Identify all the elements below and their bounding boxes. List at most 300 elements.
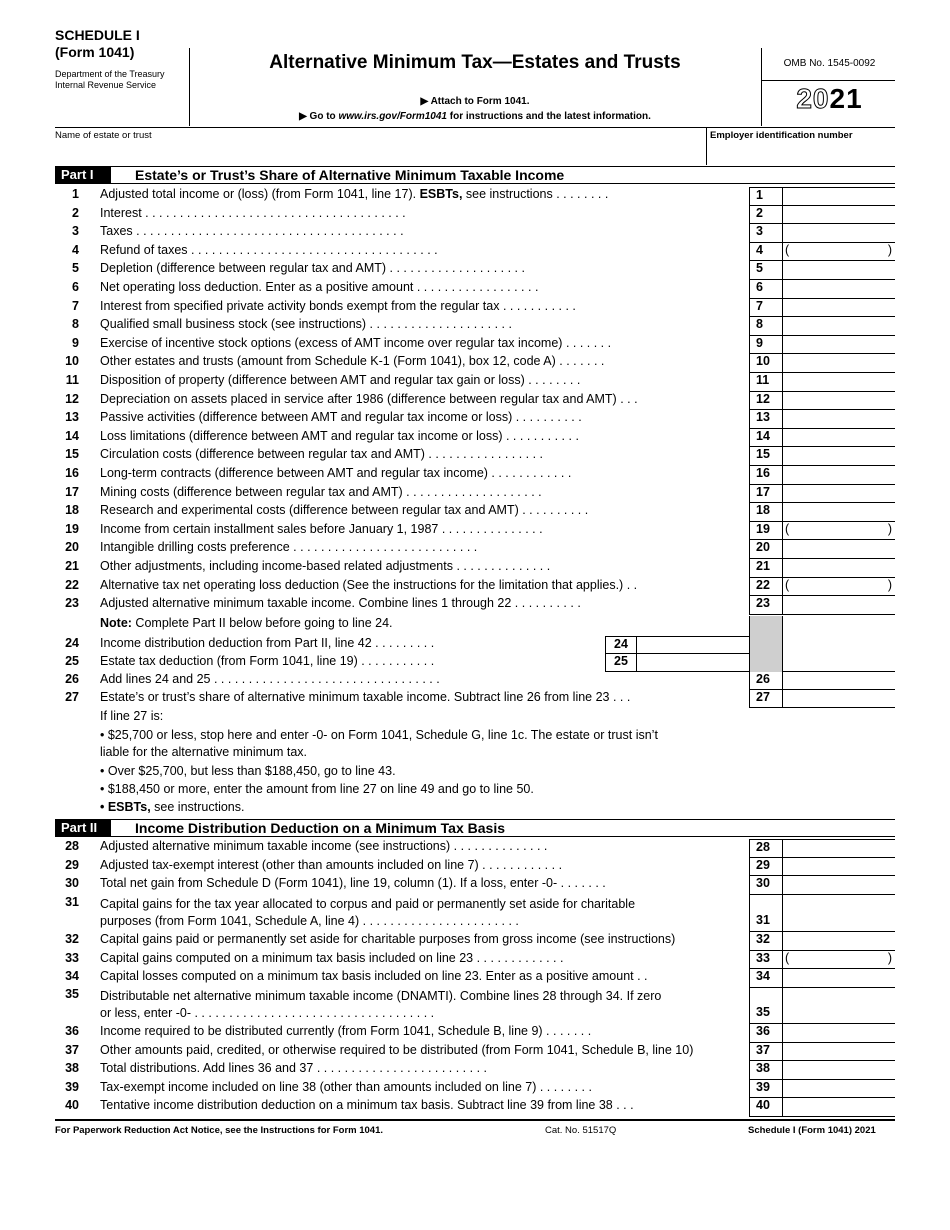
- form-number: (Form 1041): [55, 44, 135, 60]
- leader-dots: . . . . . . . . . . . .: [487, 466, 572, 480]
- line-box: 30: [749, 876, 783, 895]
- form-title: Alternative Minimum Tax—Estates and Trusts: [269, 52, 681, 73]
- line-6: [55, 280, 895, 299]
- line-text: Other adjustments, including income-based related adjustments: [100, 559, 453, 573]
- bullet-2: • Over $25,700, but less than $188,450, go to line 43.: [100, 764, 396, 778]
- line-text: Alternative tax net operating loss deduction (See the instructions for the limitation that applies.): [100, 577, 624, 592]
- leader-dots: . . . . . . . . . . . . .: [473, 950, 564, 965]
- line-text: Tentative income distribution deduction on a minimum tax basis. Subtract line 39 from line 38: [100, 1098, 613, 1113]
- leader-dots: . . .: [616, 391, 638, 406]
- line-desc: [100, 951, 755, 965]
- paren-close: ): [887, 577, 892, 592]
- line-box: 4: [749, 243, 783, 262]
- part2-header: [55, 819, 895, 837]
- leader-dots: . . . . . . .: [562, 335, 612, 350]
- line-20-amount[interactable]: [783, 540, 895, 559]
- line-19: [55, 522, 895, 541]
- line-desc: [100, 485, 755, 499]
- line-desc: [100, 503, 755, 517]
- tax-year: [762, 83, 897, 115]
- if-line-27: If line 27 is:: [100, 709, 164, 723]
- line-number: 22: [65, 577, 79, 592]
- line-number: 24: [65, 636, 79, 650]
- line-box: 20: [749, 540, 783, 559]
- part2-title: Income Distribution Deduction on a Minimum Tax Basis: [135, 820, 506, 836]
- line-box: 5: [749, 261, 783, 280]
- line-38-amount[interactable]: [783, 1061, 895, 1080]
- line-text: Adjusted alternative minimum taxable income (see instructions): [100, 839, 451, 853]
- line-desc: [100, 596, 755, 610]
- line-text: Exercise of incentive stock options (excess of AMT income over regular tax income): [100, 335, 563, 350]
- line-box: 23: [749, 596, 783, 615]
- line-18-amount[interactable]: [783, 503, 895, 522]
- line-text: Total net gain from Schedule D (Form 1041), line 19, column (1). If a loss, enter -0-: [100, 876, 558, 891]
- line-text-2: or less, enter -0-: [100, 1005, 192, 1020]
- line-14: [55, 429, 895, 448]
- line-text: Mining costs (difference between regular tax and AMT): [100, 484, 403, 499]
- line-27-amount[interactable]: [783, 690, 895, 708]
- line-1-amount[interactable]: [783, 187, 895, 206]
- line-box: 31: [749, 895, 783, 932]
- line-box: 38: [749, 1061, 783, 1080]
- line-12: [55, 392, 895, 411]
- leader-dots: . . . . . . . . . . . . . . . . . . . . . . . . . . . . . . . . . . .: [191, 1005, 435, 1020]
- schedule-name: SCHEDULE I: [55, 27, 140, 43]
- line-desc: [100, 654, 600, 668]
- line-number: 4: [72, 242, 79, 257]
- leader-dots: . . . . . . . . . . .: [499, 298, 576, 313]
- line-box: 9: [749, 336, 783, 355]
- line-number: 33: [65, 950, 79, 965]
- line-6-amount[interactable]: [783, 280, 895, 299]
- line-15: [55, 447, 895, 466]
- line-39: [55, 1080, 895, 1099]
- line-number: 32: [65, 932, 79, 946]
- line-number: 40: [65, 1098, 79, 1113]
- line-box: 29: [749, 858, 783, 877]
- line-desc: [100, 317, 755, 331]
- line-number: 30: [65, 876, 79, 891]
- goto-prefix: ▶ Go to: [299, 111, 339, 122]
- paren-open: (: [785, 950, 790, 965]
- line-text: Other estates and trusts (amount from Schedule K-1 (Form 1041), box 12, code A): [100, 354, 556, 369]
- line-text: Disposition of property (difference between AMT and regular tax gain or loss): [100, 373, 525, 387]
- line-desc: [100, 896, 755, 929]
- line-29-amount[interactable]: [783, 858, 895, 877]
- leader-dots: . . . . . . . . . . . . . . . . . . . . . . . . . . .: [289, 540, 478, 555]
- line-text: Income from certain installment sales before January 1, 1987: [100, 521, 439, 536]
- paren-open: (: [785, 577, 790, 592]
- leader-dots: . . . . . . . . . . . . . . . . . . . . .: [366, 317, 512, 332]
- leader-dots: . .: [623, 577, 638, 592]
- leader-dots: . . . . . . . . . . . . . . . . . . . . . . . . . . . . . . . . . . . .: [187, 242, 438, 257]
- line-38: [55, 1061, 895, 1080]
- line-text-2: purposes (from Form 1041, Schedule A, line 4): [100, 913, 360, 928]
- line-desc: [100, 690, 755, 704]
- leader-dots: . . . . . . .: [557, 876, 606, 891]
- shaded-box: [749, 616, 783, 672]
- line-box: 25: [605, 654, 637, 672]
- line-34-amount[interactable]: [783, 969, 895, 988]
- line-22-amount[interactable]: [783, 578, 895, 597]
- line-box: 40: [749, 1098, 783, 1117]
- line-12-amount[interactable]: [783, 392, 895, 411]
- line-desc: [100, 243, 755, 257]
- leader-dots: . . . . . . . . . . . . . . . . . . . .: [386, 261, 525, 276]
- line-number: 6: [72, 280, 79, 294]
- line-box: 6: [749, 280, 783, 299]
- line-34: [55, 969, 895, 988]
- line-text: Estate tax deduction (from Form 1041, line 19): [100, 654, 358, 668]
- line-11-amount[interactable]: [783, 373, 895, 392]
- line-number: 7: [72, 298, 79, 313]
- line-7-amount[interactable]: [783, 299, 895, 318]
- line-text: Qualified small business stock (see instructions): [100, 317, 367, 332]
- line-number: 37: [65, 1042, 79, 1057]
- line-19-amount[interactable]: [783, 522, 895, 541]
- line-number: 1: [72, 187, 79, 201]
- line-text: Research and experimental costs (difference between regular tax and AMT): [100, 503, 519, 518]
- shaded-amount-area: [783, 616, 895, 672]
- line-number: 21: [65, 559, 79, 573]
- paren-open: (: [785, 521, 790, 536]
- line-18: [55, 503, 895, 522]
- line-2: [55, 206, 895, 225]
- line-23-amount[interactable]: [783, 596, 895, 615]
- line-desc: [100, 1024, 755, 1038]
- line-number: 39: [65, 1079, 79, 1094]
- line-desc: [100, 672, 755, 686]
- line-desc: [100, 429, 755, 443]
- line-desc: [100, 354, 755, 368]
- leader-dots: . . . . . . . . . . . . . . . . . . . . . . . . . . . . . . . . . . . . . .: [141, 205, 406, 220]
- line-21-amount[interactable]: [783, 559, 895, 578]
- line-box: 34: [749, 969, 783, 988]
- line-text: Net operating loss deduction. Enter as a positive amount: [100, 280, 414, 294]
- line-desc: [100, 299, 755, 313]
- leader-dots: . . . . . . . . . . . . . . . . . . . . . . .: [359, 913, 519, 928]
- department: [55, 69, 190, 91]
- line-desc: [100, 876, 755, 890]
- line-33-amount[interactable]: [783, 951, 895, 970]
- line-10: [55, 354, 895, 373]
- part1-header: [55, 166, 895, 184]
- leader-dots: . . . . . . . . . . . . . . . . . . . . . . . . .: [313, 1061, 487, 1076]
- line-desc: [100, 540, 755, 554]
- leader-dots: . .: [633, 969, 648, 984]
- line-31-amount[interactable]: [783, 895, 895, 932]
- header-bottom-rule: [55, 127, 895, 128]
- line-text: Loss limitations (difference between AMT and regular tax income or loss): [100, 428, 503, 443]
- line-number: 10: [65, 354, 79, 369]
- bullet-3: • $188,450 or more, enter the amount from line 27 on line 49 and go to line 50.: [100, 782, 534, 796]
- line-box: 10: [749, 354, 783, 373]
- line-desc: [100, 280, 755, 294]
- year-hollow: 20: [796, 83, 830, 114]
- name-label: Name of estate or trust: [55, 130, 152, 141]
- line-30: [55, 876, 895, 895]
- line-number: 11: [65, 373, 79, 387]
- omb-number: OMB No. 1545-0092: [783, 58, 876, 69]
- line-17-amount[interactable]: [783, 485, 895, 504]
- line-24-amount[interactable]: [637, 636, 749, 654]
- line-number: 27: [65, 690, 79, 704]
- leader-dots: . . . . . . . .: [552, 187, 609, 201]
- leader-dots: . . . . . . . . . . . . . .: [450, 839, 548, 853]
- line-5: [55, 261, 895, 280]
- line-26-amount[interactable]: [783, 672, 895, 690]
- line-desc: [100, 522, 755, 536]
- line-desc: [100, 187, 755, 201]
- line-8: [55, 317, 895, 336]
- attach-instruction: ▶ Attach to Form 1041.: [420, 96, 530, 107]
- leader-dots: . . . . . . . .: [524, 373, 581, 387]
- line-30-amount[interactable]: [783, 876, 895, 895]
- line-text: Depletion (difference between regular tax and AMT): [100, 261, 387, 276]
- line-9: [55, 336, 895, 355]
- line-text: Tax-exempt income included on line 38 (other than amounts included on line 7): [100, 1079, 537, 1094]
- line-37-amount[interactable]: [783, 1043, 895, 1062]
- leader-dots: . . . . . . .: [542, 1024, 592, 1038]
- line-text: Depreciation on assets placed in service after 1986 (difference between regular tax and AMT): [100, 391, 617, 406]
- line-text: Capital gains computed on a minimum tax basis included on line 23: [100, 950, 474, 965]
- line-desc: [100, 1080, 755, 1094]
- line-number: 2: [72, 205, 79, 220]
- line-desc: [100, 988, 755, 1021]
- line-text-1: Capital gains for the tax year allocated to corpus and paid or permanently set aside for charitable: [100, 897, 636, 911]
- line-26: [55, 672, 895, 690]
- line-number: 3: [72, 224, 79, 239]
- esbt-label: • ESBTs,: [100, 800, 151, 814]
- name-input[interactable]: [55, 143, 705, 163]
- line-13-amount[interactable]: [783, 410, 895, 429]
- line-desc: [100, 206, 755, 220]
- line-number: 14: [65, 428, 79, 443]
- leader-dots: . . . . . . . . . .: [511, 596, 581, 611]
- line-7: [55, 299, 895, 318]
- line-desc: [100, 261, 755, 275]
- line-desc: [100, 336, 755, 350]
- line-2-amount[interactable]: [783, 206, 895, 225]
- line-box: 22: [749, 578, 783, 597]
- line-32: [55, 932, 895, 951]
- line-number: 26: [65, 672, 79, 686]
- bullet-1b: liable for the alternative minimum tax.: [100, 745, 308, 759]
- line-box: 33: [749, 951, 783, 970]
- line-box: 24: [605, 636, 637, 654]
- leader-dots: . . . . . . . . . .: [518, 503, 589, 518]
- line-box: 39: [749, 1080, 783, 1099]
- line-desc: [100, 1043, 755, 1057]
- line-desc: [100, 392, 755, 406]
- leader-dots: . . . . . . . . . . . . . . . . . . . . . . . . . . . . . . . . .: [210, 672, 440, 686]
- line-25-amount[interactable]: [637, 654, 749, 672]
- line-box: 8: [749, 317, 783, 336]
- line-text: Interest from specified private activity bonds exempt from the regular tax: [100, 298, 500, 313]
- leader-dots: . . . . . . . . . .: [512, 410, 582, 425]
- line-box: 15: [749, 447, 783, 466]
- line-40-amount[interactable]: [783, 1098, 895, 1117]
- line-number: 9: [72, 335, 79, 350]
- line-29: [55, 858, 895, 877]
- line-desc: [100, 559, 755, 573]
- line-1: [55, 187, 895, 206]
- part1-title: Estate’s or Trust’s Share of Alternative Minimum Taxable Income: [135, 167, 565, 183]
- line-10-amount[interactable]: [783, 354, 895, 373]
- department-line-1: Department of the Treasury: [55, 69, 165, 79]
- goto-instruction: [190, 111, 760, 122]
- line-desc: [100, 578, 755, 592]
- line-number: 5: [72, 261, 79, 276]
- leader-dots: . . .: [612, 1098, 634, 1113]
- leader-dots: . . . . . . . . . . .: [357, 654, 435, 668]
- line-14-amount[interactable]: [783, 429, 895, 448]
- line-box: 14: [749, 429, 783, 448]
- line-22: [55, 578, 895, 597]
- line-text: Circulation costs (difference between regular tax and AMT): [100, 447, 425, 462]
- line-5-amount[interactable]: [783, 261, 895, 280]
- paren-open: (: [785, 242, 790, 257]
- line-box: 16: [749, 466, 783, 485]
- line-number: 13: [65, 410, 79, 425]
- line-11: [55, 373, 895, 392]
- line-number: 25: [65, 654, 79, 668]
- line-27: [55, 690, 895, 708]
- line-36-amount[interactable]: [783, 1024, 895, 1043]
- line-text: Adjusted total income or (loss) (from Form 1041, line 17).: [100, 187, 420, 201]
- line-40: [55, 1098, 895, 1117]
- leader-dots: . . . . . . . . . . . . . .: [452, 559, 551, 573]
- line-33: [55, 951, 895, 970]
- note-label: Note:: [100, 616, 132, 630]
- line-text: Adjusted alternative minimum taxable income. Combine lines 1 through 22: [100, 596, 512, 611]
- line-4: [55, 243, 895, 262]
- leader-dots: . . . . . . . . . . . . . . . . .: [424, 447, 544, 462]
- irs-link[interactable]: www.irs.gov/Form1041: [338, 111, 447, 122]
- line-box: 11: [749, 373, 783, 392]
- leader-dots: . . . . . . . .: [536, 1079, 592, 1094]
- line-number: 12: [65, 391, 79, 406]
- line-number: 34: [65, 969, 79, 984]
- leader-dots: . . . . . . . . .: [371, 636, 435, 650]
- department-line-2: Internal Revenue Service: [55, 80, 157, 90]
- line-text: Income distribution deduction from Part II, line 42: [100, 636, 372, 650]
- line-box: 19: [749, 522, 783, 541]
- line-number: 28: [65, 839, 79, 853]
- leader-dots: . . .: [609, 690, 631, 704]
- footer-left: For Paperwork Reduction Act Notice, see the Instructions for Form 1041.: [55, 1125, 383, 1136]
- esbt-text: see instructions.: [150, 800, 245, 814]
- line-text: Refund of taxes: [100, 242, 188, 257]
- line-37: [55, 1043, 895, 1062]
- footer-rule: [55, 1119, 895, 1121]
- leader-dots: . . . . . . . . . . . . . . . . . . . . . . . . . . . . . . . . . . . . . . .: [132, 224, 404, 239]
- line-number: 17: [65, 484, 79, 499]
- ein-input[interactable]: [708, 143, 895, 163]
- line-box: 36: [749, 1024, 783, 1043]
- line-31: [55, 895, 895, 931]
- line-number: 29: [65, 857, 79, 872]
- year-solid: 21: [829, 83, 863, 114]
- ein-label: Employer identification number: [710, 130, 853, 141]
- line-desc: [100, 932, 755, 946]
- line-text: Long-term contracts (difference between AMT and regular tax income): [100, 466, 488, 480]
- line-4-amount[interactable]: [783, 243, 895, 262]
- line-text: Passive activities (difference between AMT and regular tax income or loss): [100, 410, 513, 425]
- line-3-amount[interactable]: [783, 224, 895, 243]
- line-box: 32: [749, 932, 783, 951]
- line-box: 26: [749, 672, 783, 690]
- line-number: 18: [65, 503, 79, 518]
- line-15-amount[interactable]: [783, 447, 895, 466]
- line-box: 1: [749, 187, 783, 206]
- omb-divider: [762, 80, 895, 81]
- footer-center: Cat. No. 51517Q: [545, 1125, 617, 1136]
- line-text: Capital gains paid or permanently set aside for charitable purposes from gross income (see instructions): [100, 932, 676, 946]
- line-box: 35: [749, 987, 783, 1024]
- line-28-amount[interactable]: [783, 839, 895, 858]
- line-box: 12: [749, 392, 783, 411]
- line-13: [55, 410, 895, 429]
- line-bold-text: ESBTs,: [419, 187, 463, 201]
- line-21: [55, 559, 895, 578]
- line-number: 15: [65, 447, 79, 462]
- line-text-1: Distributable net alternative minimum taxable income (DNAMTI). Combine lines 28 through 34. If zero: [100, 989, 662, 1003]
- line-desc: [100, 373, 755, 387]
- line-text: Interest: [100, 205, 142, 220]
- line-text: Capital losses computed on a minimum tax basis included on line 23. Enter as a positive amount: [100, 969, 634, 984]
- footer-right: Schedule I (Form 1041) 2021: [748, 1125, 876, 1136]
- leader-dots: . . . . . . . . . . . . . . . . . . . .: [402, 484, 542, 499]
- line-number: 19: [65, 521, 79, 536]
- line-35-amount[interactable]: [783, 987, 895, 1024]
- line-number: 23: [65, 596, 79, 611]
- line-32-amount[interactable]: [783, 932, 895, 951]
- line-number: 35: [65, 987, 79, 1001]
- line-number: 31: [65, 895, 79, 909]
- line-16: [55, 466, 895, 485]
- line-8-amount[interactable]: [783, 317, 895, 336]
- line-box: 7: [749, 299, 783, 318]
- line-desc: [100, 224, 755, 238]
- line-desc: [100, 1061, 755, 1075]
- paren-close: ): [887, 950, 892, 965]
- leader-dots: . . . . . . . . . . . . . . . . . .: [413, 280, 539, 294]
- paren-close: ): [887, 242, 892, 257]
- goto-suffix: for instructions and the latest information.: [447, 111, 651, 122]
- leader-dots: . . . . . . . . . . .: [502, 428, 579, 443]
- bullet-4: [100, 800, 244, 814]
- line-box: 21: [749, 559, 783, 578]
- line-number: 36: [65, 1024, 79, 1038]
- line-box: 17: [749, 485, 783, 504]
- part1-label: Part I: [55, 167, 111, 183]
- line-desc: [100, 410, 755, 424]
- line-36: [55, 1024, 895, 1043]
- line-desc: [100, 447, 755, 461]
- line-number: 16: [65, 466, 79, 480]
- line-39-amount[interactable]: [783, 1080, 895, 1099]
- line-box: 13: [749, 410, 783, 429]
- line-number: 8: [72, 317, 79, 332]
- note-text: Complete Part II below before going to line 24.: [131, 616, 393, 630]
- line-text: Estate’s or trust’s share of alternative minimum taxable income. Subtract line 26 from line 23: [100, 690, 610, 704]
- line-16-amount[interactable]: [783, 466, 895, 485]
- line-number: 20: [65, 540, 79, 555]
- line-desc: [100, 466, 755, 480]
- leader-dots: . . . . . . .: [555, 354, 605, 369]
- line-9-amount[interactable]: [783, 336, 895, 355]
